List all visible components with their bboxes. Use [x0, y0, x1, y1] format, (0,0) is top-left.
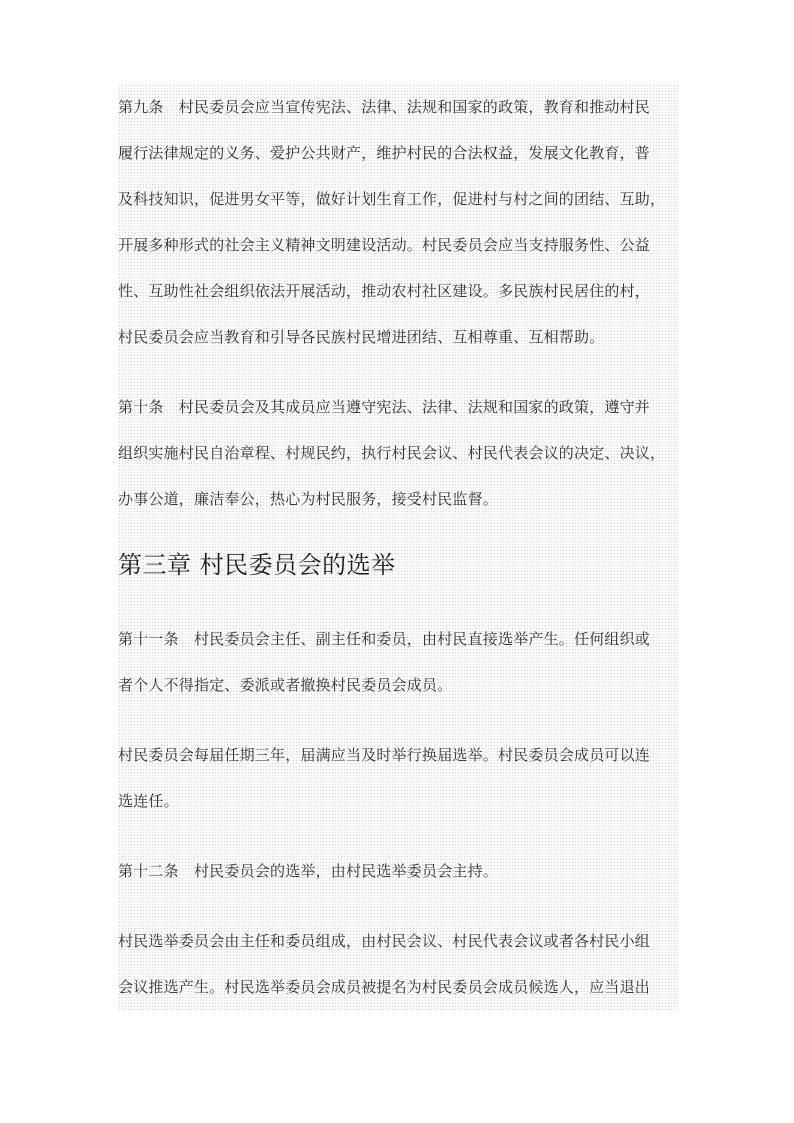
article-12-continued: [118, 918, 678, 1010]
article-12: [118, 848, 678, 894]
text-line: 村民委员会每届任期三年，届满应当及时举行换届选举。村民委员会成员可以连: [118, 746, 651, 764]
paragraph-spacer: [118, 522, 678, 538]
article-9: [118, 84, 678, 360]
text-line: 第十一条 村民委员会主任、副主任和委员，由村民直接选举产生。任何组织或: [118, 630, 651, 648]
text-line: 履行法律规定的义务、爱护公共财产，维护村民的合法权益，发展文化教育，普: [118, 144, 651, 162]
text-line: 者个人不得指定、委派或者撤换村民委员会成员。: [118, 676, 453, 694]
text-line: 第九条 村民委员会应当宣传宪法、法律、法规和国家的政策，教育和推动村民: [118, 98, 651, 116]
article-11: [118, 616, 678, 708]
article-11-continued: [118, 732, 678, 824]
text-line: 办事公道，廉洁奉公，热心为村民服务，接受村民监督。: [118, 490, 499, 508]
text-line: 第十二条 村民委员会的选举，由村民选举委员会主持。: [118, 862, 499, 880]
text-line: 会议推选产生。村民选举委员会成员被提名为村民委员会成员候选人，应当退出: [118, 978, 651, 996]
paragraph-spacer: [118, 708, 678, 732]
article-10: [118, 384, 678, 522]
text-line: 村民选举委员会由主任和委员组成，由村民会议、村民代表会议或者各村民小组: [118, 932, 651, 950]
paragraph-spacer: [118, 360, 678, 384]
text-line: 及科技知识，促进男女平等，做好计划生育工作，促进村与村之间的团结、互助，: [118, 190, 666, 208]
text-line: 组织实施村民自治章程、村规民约，执行村民会议、村民代表会议的决定、决议，: [118, 444, 666, 462]
chapter-heading: 第三章 村民委员会的选举: [118, 551, 396, 579]
document-page: [118, 84, 678, 1010]
paragraph-spacer: [118, 592, 678, 616]
text-line: 村民委员会应当教育和引导各民族村民增进团结、互相尊重、互相帮助。: [118, 328, 605, 346]
text-line: 开展多种形式的社会主义精神文明建设活动。村民委员会应当支持服务性、公益: [118, 236, 651, 254]
paragraph-spacer: [118, 824, 678, 848]
text-line: 性、互助性社会组织依法开展活动，推动农村社区建设。多民族村民居住的村，: [118, 282, 651, 300]
text-line: 第十条 村民委员会及其成员应当遵守宪法、法律、法规和国家的政策，遵守并: [118, 398, 651, 416]
text-line: 选连任。: [118, 792, 179, 810]
paragraph-spacer: [118, 894, 678, 918]
